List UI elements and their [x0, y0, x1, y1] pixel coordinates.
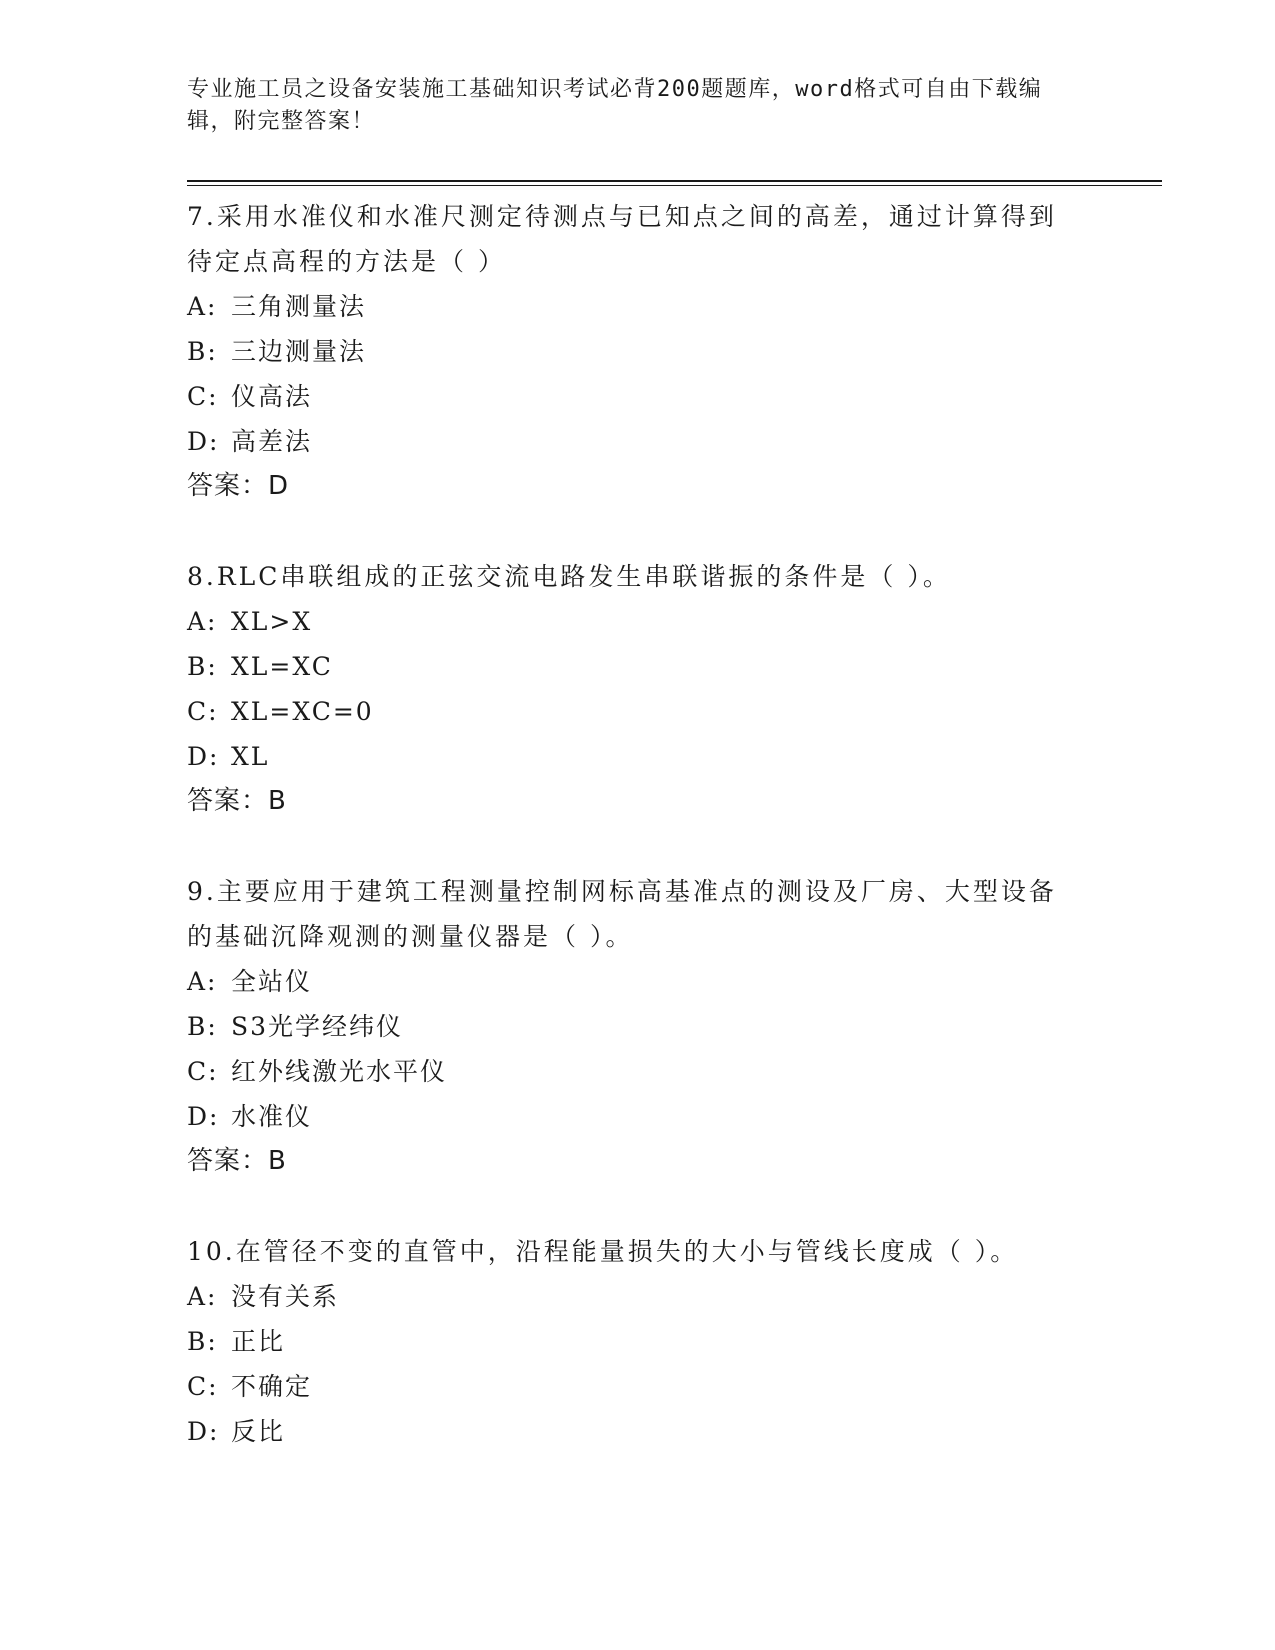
- option-label: B:: [187, 337, 218, 366]
- option-b: [187, 1004, 1162, 1049]
- document-page: [187, 74, 1162, 1499]
- option-text: 红外线激光水平仪: [231, 1057, 448, 1086]
- option-c: [187, 374, 1162, 419]
- question-item: [187, 869, 1162, 1184]
- option-label: C:: [187, 1057, 219, 1086]
- answer-line: 答案：D: [187, 471, 290, 501]
- option-text: XL=XC=0: [231, 697, 374, 726]
- option-b: [187, 644, 1162, 689]
- option-label: C:: [187, 382, 219, 411]
- option-label: B:: [187, 1327, 218, 1356]
- option-label: D:: [187, 1102, 220, 1131]
- question-list: [187, 194, 1162, 1454]
- answer-line: 答案：B: [187, 786, 287, 816]
- question-item: [187, 194, 1162, 509]
- option-text: 没有关系: [231, 1282, 340, 1311]
- document-header: 专业施工员之设备安装施工基础知识考试必背200题题库，word格式可自由下载编辑，附完整答案！: [187, 77, 1043, 134]
- option-a: [187, 959, 1162, 1004]
- option-text: XL=XC: [231, 652, 333, 681]
- option-c: [187, 1049, 1162, 1094]
- option-label: A:: [187, 967, 218, 996]
- option-d: [187, 1409, 1162, 1454]
- question-item: [187, 1229, 1162, 1454]
- option-c: [187, 1364, 1162, 1409]
- question-stem: 8.RLC串联组成的正弦交流电路发生串联谐振的条件是（ ）。: [187, 562, 951, 591]
- option-label: A:: [187, 292, 218, 321]
- option-label: D:: [187, 427, 220, 456]
- option-text: XL: [231, 742, 270, 771]
- option-d: [187, 419, 1162, 464]
- question-item: [187, 554, 1162, 824]
- option-label: B:: [187, 652, 218, 681]
- header-divider: [187, 180, 1162, 186]
- option-d: [187, 734, 1162, 779]
- option-text: 仪高法: [231, 382, 313, 411]
- option-text: 三边测量法: [231, 337, 367, 366]
- answer-line: 答案：B: [187, 1146, 287, 1176]
- option-text: 水准仪: [231, 1102, 313, 1131]
- option-text: 全站仪: [231, 967, 313, 996]
- option-label: D:: [187, 1417, 220, 1446]
- option-a: [187, 1274, 1162, 1319]
- option-text: 三角测量法: [231, 292, 367, 321]
- option-text: 高差法: [231, 427, 313, 456]
- option-label: C:: [187, 1372, 219, 1401]
- option-text: S3光学经纬仪: [231, 1012, 404, 1041]
- option-text: 正比: [231, 1327, 286, 1356]
- option-label: B:: [187, 1012, 218, 1041]
- question-stem: 7.采用水准仪和水准尺测定待测点与已知点之间的高差，通过计算得到待定点高程的方法是（ ）: [187, 202, 1057, 276]
- option-c: [187, 689, 1162, 734]
- option-text: 不确定: [231, 1372, 313, 1401]
- option-text: XL>X: [231, 607, 313, 636]
- option-a: [187, 284, 1162, 329]
- question-stem: 9.主要应用于建筑工程测量控制网标高基准点的测设及厂房、大型设备的基础沉降观测的测量仪器是（ ）。: [187, 877, 1057, 951]
- option-label: C:: [187, 697, 219, 726]
- option-b: [187, 329, 1162, 374]
- option-a: [187, 599, 1162, 644]
- option-label: A:: [187, 1282, 218, 1311]
- option-text: 反比: [231, 1417, 286, 1446]
- option-label: D:: [187, 742, 220, 771]
- option-d: [187, 1094, 1162, 1139]
- option-label: A:: [187, 607, 218, 636]
- option-b: [187, 1319, 1162, 1364]
- question-stem: 10.在管径不变的直管中，沿程能量损失的大小与管线长度成（ ）。: [187, 1237, 1019, 1266]
